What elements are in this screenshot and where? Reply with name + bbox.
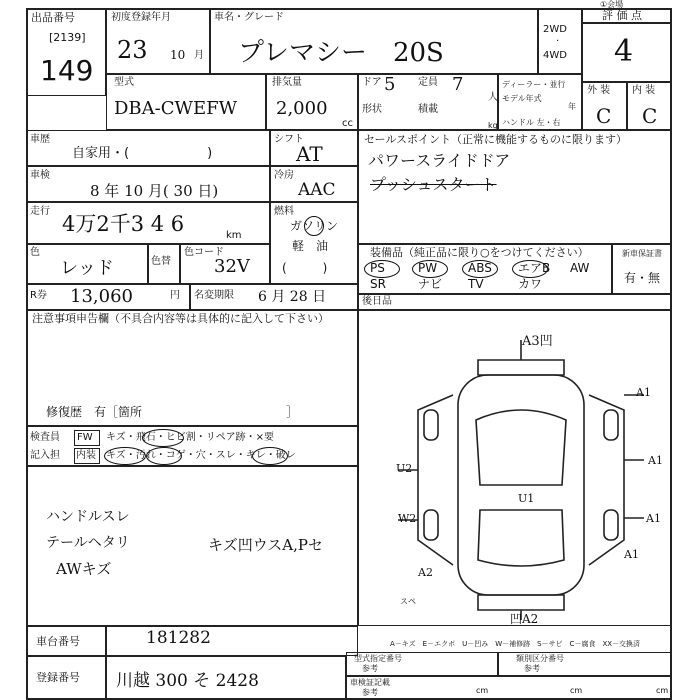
diag-label-3: U2 [396,462,413,475]
diagram-legend: A－キズ E－エクボ U－凹み W－補修跡 S－サビ C－腐食 XX－交換済 [390,640,641,648]
eval-score: 4 [614,34,634,69]
deadline-value: 6 月 28 日 [258,289,327,305]
docs-label: 後日品 [362,296,392,307]
diag-label-4: A1 [646,512,661,525]
chassis-value-box [106,626,358,656]
displacement-label: 排気量 [272,77,302,88]
chassis-value: 181282 [146,628,211,648]
fuel-label: 燃料 [274,206,294,217]
size-box [346,676,672,700]
deadline-label: 名変期限 [194,290,234,301]
fuel-gasoline: ガソリン [290,219,339,233]
first-reg-month-unit: 月 [194,50,204,61]
mileage-value: 4万2千3 4 6 [62,212,185,236]
reg-label: 登録番号 [36,671,80,684]
exterior-label: 外 装 [587,85,611,96]
model-year-label: モデル年式 [502,94,542,103]
diag-label-1: A1 [636,386,651,399]
exterior-grade: C [596,104,612,128]
sales-line1: パワースライドドア [368,151,511,170]
diag-label-8: U1 [518,492,535,505]
diag-label-front: A3凹 [522,334,553,349]
handwritten-3: AWキズ [56,560,112,578]
capacity-label: 定員 [418,77,438,88]
warranty-label: 新車保証書 [622,249,662,258]
equipment-item: エアB [518,261,551,275]
equipment-circle [364,260,400,278]
legend-circle-4 [252,447,288,465]
equipment-item: ABS [468,261,492,275]
interior-grade: C [642,104,658,128]
eval-label: 評 価 点 [602,9,642,22]
history-label: 車歴 [30,134,50,145]
equipment-label: 装備品（純正品に限り○をつけてください） [370,246,589,259]
mileage-unit: km [226,230,242,241]
sales-line2: プッシュスタート [370,175,497,194]
windshield-outline [476,410,566,485]
recycle-unit: 円 [170,290,180,301]
dealer-label: ディーラー・並行 [502,80,566,89]
drive-dot: · [556,36,560,47]
load-unit: kg [488,121,498,130]
first-reg-month: 10 [170,48,186,62]
fuel-gasoline-circle [304,216,324,236]
displacement-value: 2,000 [276,98,328,119]
model-value: DBA-CWEFW [114,98,238,119]
eval-divider [582,22,672,24]
interior-label: 内 装 [632,85,656,96]
notes-label: 注意事項申告欄（不具合内容等は具体的に記入して下さい） [32,312,329,325]
shift-value: AT [296,142,323,166]
first-reg-label: 初度登録年月 [111,12,171,23]
equipment-item: PW [418,261,438,275]
equipment-circle [462,260,498,278]
model-label: 型式 [114,77,134,88]
shape-label: 形状 [362,104,382,115]
diag-label-5: W2 [398,512,417,525]
equipment-item: AW [570,261,590,275]
drive-box [538,8,582,74]
legend-circle-3 [146,447,182,465]
class-sub: 参考 [524,664,540,673]
ac-value: AAC [298,180,336,200]
recycle-label: R券 [30,290,47,301]
diag-label-7: A2 [418,566,433,579]
color-value: レッド [60,258,114,279]
diag-label-2: A1 [648,454,663,467]
diag-label-6: A1 [624,548,639,561]
displacement-unit: cc [342,118,353,129]
color-code-value: 32V [214,256,250,277]
car-name: プレマシー 20S [238,38,444,68]
handwritten-1: ハンドルスレ [46,509,130,525]
legend-circle-1 [142,429,184,447]
drive-2wd: 2WD [543,24,567,35]
equipment-item: ナビ [418,277,443,291]
venue-label: ①会場 [600,0,624,9]
fuel-other: ( ) [282,261,328,275]
sales-label: セールスポイント（正常に機能するものに限ります） [364,133,628,146]
front-left-wheel [424,410,438,440]
ac-label: 冷房 [274,170,294,181]
front-bumper-outline [478,360,564,375]
reg-value: 川越 300 そ 2428 [116,671,259,691]
door-value: 5 [384,74,396,95]
load-label: 積載 [418,104,438,115]
legend-row2: キズ・汚れ・コゲ・穴・スレ・キレ・破レ [106,450,296,461]
capacity-value: 7 [452,74,464,95]
lot-label: 出品番号 [31,11,75,24]
rear-glass-outline [478,510,564,566]
legend-row1: キズ・飛石・ヒビ割・リペア跡・×要 [106,432,274,443]
type-label: 型式指定番号 [354,654,402,663]
diag-label-10: スペ [400,597,416,606]
car-name-label: 車名・グレード [214,12,284,23]
equipment-circle [412,260,448,278]
rear-bumper-outline [478,595,564,610]
rear-right-wheel [604,510,618,540]
capacity-unit: 人 [488,92,498,103]
equipment-item: SR [370,277,386,291]
legend-fw: FW [77,432,93,443]
front-right-wheel [604,410,618,440]
history-value: 自家用・( ) [72,146,213,161]
lot-number: 149 [40,54,94,87]
inspection-label: 車検 [30,170,50,181]
equipment-item: TV [468,277,484,291]
color-change-label: 色替 [151,256,171,267]
size-label: 車検証記載 [350,678,390,687]
drive-4wd: 4WD [543,50,567,61]
color-code-label: 色コード [184,247,224,258]
class-label: 類別区分番号 [516,654,564,663]
warranty-value: 有・無 [624,271,661,285]
first-reg-year: 23 [117,36,148,64]
cm-1: cm [476,686,489,695]
handle-label: ハンドル 左・右 [502,118,561,127]
equipment-item: PS [370,261,385,275]
recycle-value: 13,060 [70,286,133,307]
diag-label-9: 凹A2 [510,612,539,626]
mileage-label: 走行 [30,206,50,217]
handwritten-2: テールヘタリ [46,535,130,551]
lot-code: [2139] [49,31,86,44]
type-sub: 参考 [362,664,378,673]
door-label: ドア [362,77,382,88]
fuel-diesel: 軽 油 [292,239,329,253]
chassis-label: 車台番号 [36,635,80,648]
legend-circle-2 [104,447,146,465]
cm-2: cm [570,686,583,695]
docs-box [358,294,672,310]
recorder-label: 記入担 [30,450,60,461]
rear-left-wheel [424,510,438,540]
repair-label: 修復歴 有［箇所 ］ [46,405,299,419]
shift-label: シフト [274,134,304,145]
inspector-label: 検査員 [30,432,60,443]
equipment-circle [512,260,551,278]
size-sub: 参考 [362,688,378,697]
year-unit: 年 [568,102,576,111]
inspection-value: 8 年 10 月( 30 日) [90,182,219,200]
equipment-item: カワ [518,277,543,291]
handwritten-4: キズ凹ウスA,Pセ [208,536,323,554]
legend-interior: 内装 [76,450,96,461]
cm-3: cm [656,686,669,695]
color-label: 色 [30,247,40,258]
